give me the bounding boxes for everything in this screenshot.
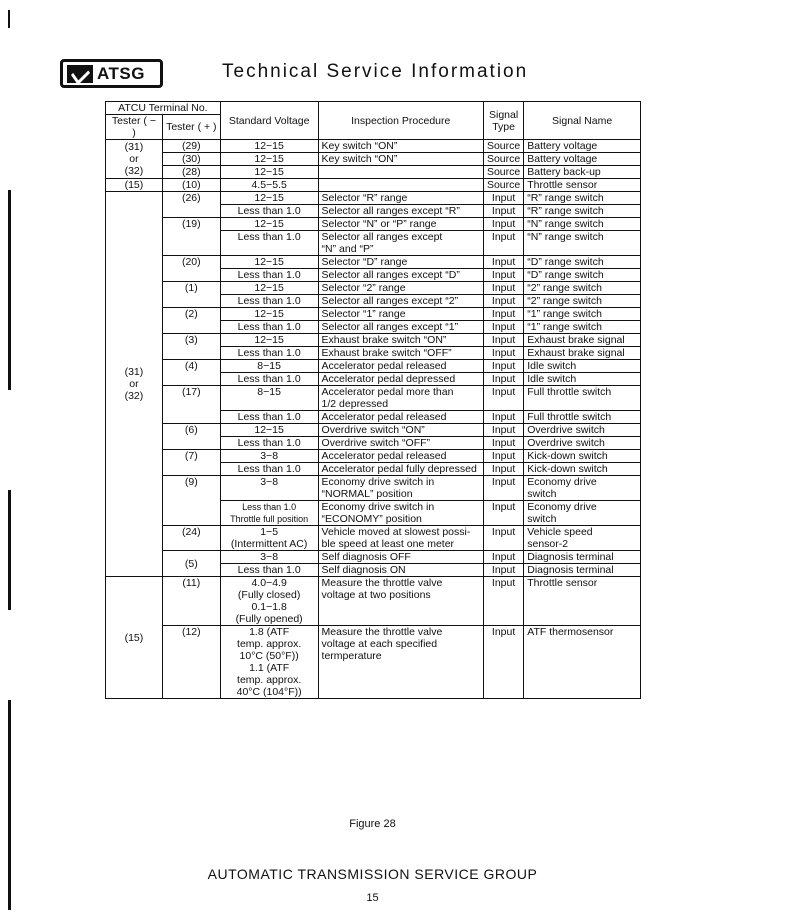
inspection-procedure-cell: Self diagnosis ON [318, 564, 483, 577]
header-tester-negative: Tester ( − ) [106, 115, 163, 140]
signal-type-cell: Input [483, 321, 523, 334]
tester-positive-cell: (9) [162, 476, 220, 526]
logo-text: ATSG [97, 63, 145, 83]
standard-voltage-cell: 12−15 [220, 140, 318, 153]
signal-name-cell: “N” range switch [524, 231, 641, 256]
signal-type-cell: Input [483, 218, 523, 231]
signal-name-cell: Economy drive switch [524, 501, 641, 526]
signal-name-cell: Diagnosis terminal [524, 564, 641, 577]
signal-name-cell: “N” range switch [524, 218, 641, 231]
standard-voltage-cell: 1.8 (ATF temp. approx. 10°C (50°F)) 1.1 (ATF temp. approx. 40°C (104°F)) [220, 626, 318, 699]
table-row [106, 626, 641, 699]
table-row [106, 166, 641, 179]
tester-positive-cell: (6) [162, 424, 220, 450]
tester-negative-cell: (31) or (32) [106, 192, 163, 577]
signal-name-cell: Kick-down switch [524, 450, 641, 463]
tester-positive-cell: (5) [162, 551, 220, 577]
inspection-procedure-cell: Measure the throttle valve voltage at each specified termperature [318, 626, 483, 699]
signal-name-cell: Battery voltage [524, 153, 641, 166]
signal-type-cell: Input [483, 192, 523, 205]
signal-name-cell: “1” range switch [524, 321, 641, 334]
signal-type-cell: Input [483, 269, 523, 282]
signal-name-cell: Idle switch [524, 373, 641, 386]
header-inspection-procedure: Inspection Procedure [318, 102, 483, 140]
tester-positive-cell: (7) [162, 450, 220, 476]
signal-name-cell: “R” range switch [524, 192, 641, 205]
inspection-procedure-cell: Selector all ranges except “D” [318, 269, 483, 282]
signal-name-cell: Full throttle switch [524, 386, 641, 411]
standard-voltage-cell: 12−15 [220, 308, 318, 321]
tester-positive-cell: (29) [162, 140, 220, 153]
standard-voltage-cell: Less than 1.0 [220, 373, 318, 386]
header-atcu-terminal: ATCU Terminal No. [106, 102, 221, 115]
signal-name-cell: Economy drive switch [524, 476, 641, 501]
header-tester-positive: Tester ( + ) [162, 115, 220, 140]
table-row [106, 386, 641, 411]
standard-voltage-cell: Less than 1.0 [220, 347, 318, 360]
page-edge-mark [8, 190, 11, 390]
signal-type-cell: Input [483, 411, 523, 424]
standard-voltage-cell: 4.0−4.9 (Fully closed) 0.1−1.8 (Fully opened) [220, 577, 318, 626]
inspection-procedure-cell [318, 179, 483, 192]
standard-voltage-cell: 1−5 (Intermittent AC) [220, 526, 318, 551]
inspection-procedure-cell: Key switch “ON” [318, 140, 483, 153]
tester-positive-cell: (17) [162, 386, 220, 424]
signal-type-cell: Input [483, 205, 523, 218]
signal-type-cell: Input [483, 437, 523, 450]
table-row [106, 282, 641, 295]
inspection-procedure-cell: Economy drive switch in “ECONOMY” position [318, 501, 483, 526]
signal-name-cell: Vehicle speed sensor-2 [524, 526, 641, 551]
standard-voltage-cell: Less than 1.0 [220, 437, 318, 450]
header-signal-type: Signal Type [483, 102, 523, 140]
signal-type-cell: Source [483, 140, 523, 153]
inspection-procedure-cell: Selector all ranges except “R” [318, 205, 483, 218]
inspection-procedure-cell: Key switch “ON” [318, 153, 483, 166]
signal-type-cell: Source [483, 166, 523, 179]
table-row [106, 153, 641, 166]
standard-voltage-cell: Less than 1.0 [220, 321, 318, 334]
inspection-procedure-cell: Exhaust brake switch “OFF” [318, 347, 483, 360]
standard-voltage-cell: Less than 1.0 [220, 463, 318, 476]
signal-name-cell: Idle switch [524, 360, 641, 373]
standard-voltage-cell: 12−15 [220, 424, 318, 437]
table-row [106, 360, 641, 373]
table-row [106, 526, 641, 551]
standard-voltage-cell: 4.5−5.5 [220, 179, 318, 192]
table-row [106, 476, 641, 501]
signal-type-cell: Input [483, 424, 523, 437]
standard-voltage-cell: Less than 1.0 [220, 564, 318, 577]
signal-type-cell: Input [483, 551, 523, 564]
signal-type-cell: Input [483, 386, 523, 411]
standard-voltage-cell: Less than 1.0 [220, 295, 318, 308]
signal-type-cell: Input [483, 231, 523, 256]
inspection-procedure-cell: Selector “N” or “P” range [318, 218, 483, 231]
standard-voltage-cell: 12−15 [220, 153, 318, 166]
signal-type-cell: Input [483, 501, 523, 526]
table-row [106, 450, 641, 463]
signal-name-cell: “2” range switch [524, 282, 641, 295]
inspection-procedure-cell: Selector “D” range [318, 256, 483, 269]
signal-type-cell: Input [483, 347, 523, 360]
standard-voltage-cell: Less than 1.0 Throttle full position [220, 501, 318, 526]
signal-name-cell: Full throttle switch [524, 411, 641, 424]
table-row [106, 192, 641, 205]
signal-name-cell: Battery back-up [524, 166, 641, 179]
signal-type-cell: Input [483, 256, 523, 269]
page-edge-mark [8, 10, 10, 28]
standard-voltage-cell: 12−15 [220, 334, 318, 347]
signal-name-cell: Exhaust brake signal [524, 334, 641, 347]
standard-voltage-cell: 3−8 [220, 476, 318, 501]
signal-name-cell: “D” range switch [524, 256, 641, 269]
tester-positive-cell: (26) [162, 192, 220, 218]
table-row [106, 256, 641, 269]
signal-name-cell: Overdrive switch [524, 437, 641, 450]
signal-type-cell: Input [483, 526, 523, 551]
signal-type-cell: Input [483, 564, 523, 577]
signal-type-cell: Input [483, 450, 523, 463]
inspection-procedure-cell: Selector all ranges except “N” and “P” [318, 231, 483, 256]
signal-name-cell: Overdrive switch [524, 424, 641, 437]
inspection-procedure-cell: Exhaust brake switch “ON” [318, 334, 483, 347]
inspection-procedure-cell: Selector “1” range [318, 308, 483, 321]
signal-name-cell: “R” range switch [524, 205, 641, 218]
signal-name-cell: “D” range switch [524, 269, 641, 282]
header-standard-voltage: Standard Voltage [220, 102, 318, 140]
standard-voltage-cell: 12−15 [220, 256, 318, 269]
signal-type-cell: Source [483, 179, 523, 192]
standard-voltage-cell: 8−15 [220, 360, 318, 373]
table-row [106, 140, 641, 153]
standard-voltage-cell: 12−15 [220, 282, 318, 295]
page-title: Technical Service Information [222, 61, 529, 82]
tester-positive-cell: (12) [162, 626, 220, 699]
signal-name-cell: Battery voltage [524, 140, 641, 153]
table-row [106, 179, 641, 192]
tester-negative-cell: (15) [106, 577, 163, 699]
tester-positive-cell: (10) [162, 179, 220, 192]
page-edge-mark [8, 490, 11, 610]
standard-voltage-cell: Less than 1.0 [220, 269, 318, 282]
table-row [106, 424, 641, 437]
signal-type-cell: Input [483, 463, 523, 476]
signal-name-cell: Exhaust brake signal [524, 347, 641, 360]
signal-type-cell: Input [483, 308, 523, 321]
inspection-procedure-cell: Accelerator pedal fully depressed [318, 463, 483, 476]
standard-voltage-cell: 12−15 [220, 218, 318, 231]
inspection-procedure-cell: Selector all ranges except “2” [318, 295, 483, 308]
tester-positive-cell: (1) [162, 282, 220, 308]
inspection-procedure-cell [318, 166, 483, 179]
inspection-procedure-cell: Accelerator pedal more than 1/2 depressed [318, 386, 483, 411]
tester-negative-cell: (15) [106, 179, 163, 192]
standard-voltage-cell: 3−8 [220, 450, 318, 463]
standard-voltage-cell: 12−15 [220, 166, 318, 179]
table-header-row [106, 102, 641, 115]
tester-positive-cell: (11) [162, 577, 220, 626]
footer-text: AUTOMATIC TRANSMISSION SERVICE GROUP [207, 866, 538, 882]
header-signal-name: Signal Name [524, 102, 641, 140]
standard-voltage-cell: Less than 1.0 [220, 411, 318, 424]
tester-positive-cell: (30) [162, 153, 220, 166]
signal-type-cell: Input [483, 626, 523, 699]
inspection-procedure-cell: Accelerator pedal depressed [318, 373, 483, 386]
signal-name-cell: “1” range switch [524, 308, 641, 321]
standard-voltage-cell: Less than 1.0 [220, 205, 318, 218]
standard-voltage-cell: 8−15 [220, 386, 318, 411]
signal-name-cell: “2” range switch [524, 295, 641, 308]
table-row [106, 218, 641, 231]
table-row [106, 577, 641, 626]
signal-type-cell: Input [483, 334, 523, 347]
tester-positive-cell: (2) [162, 308, 220, 334]
inspection-procedure-cell: Accelerator pedal released [318, 411, 483, 424]
tester-positive-cell: (3) [162, 334, 220, 360]
inspection-procedure-cell: Selector “R” range [318, 192, 483, 205]
inspection-procedure-cell: Accelerator pedal released [318, 450, 483, 463]
standard-voltage-cell: 3−8 [220, 551, 318, 564]
atsg-logo [60, 59, 163, 88]
inspection-procedure-cell: Accelerator pedal released [318, 360, 483, 373]
table-row [106, 308, 641, 321]
tester-positive-cell: (28) [162, 166, 220, 179]
table-row [106, 551, 641, 564]
inspection-procedure-cell: Selector “2” range [318, 282, 483, 295]
atcu-terminal-table [105, 101, 641, 699]
inspection-procedure-cell: Measure the throttle valve voltage at two positions [318, 577, 483, 626]
inspection-procedure-cell: Overdrive switch “ON” [318, 424, 483, 437]
checkmark-icon [67, 65, 93, 83]
inspection-procedure-cell: Selector all ranges except “1” [318, 321, 483, 334]
inspection-procedure-cell: Self diagnosis OFF [318, 551, 483, 564]
standard-voltage-cell: 12−15 [220, 192, 318, 205]
tester-positive-cell: (4) [162, 360, 220, 386]
signal-type-cell: Input [483, 295, 523, 308]
inspection-procedure-cell: Economy drive switch in “NORMAL” position [318, 476, 483, 501]
standard-voltage-cell: Less than 1.0 [220, 231, 318, 256]
signal-name-cell: Kick-down switch [524, 463, 641, 476]
signal-name-cell: ATF thermosensor [524, 626, 641, 699]
signal-name-cell: Throttle sensor [524, 577, 641, 626]
signal-name-cell: Diagnosis terminal [524, 551, 641, 564]
table-row [106, 334, 641, 347]
tester-negative-cell: (31) or (32) [106, 140, 163, 179]
signal-type-cell: Input [483, 373, 523, 386]
tester-positive-cell: (19) [162, 218, 220, 256]
signal-type-cell: Input [483, 476, 523, 501]
tester-positive-cell: (20) [162, 256, 220, 282]
tester-positive-cell: (24) [162, 526, 220, 551]
inspection-procedure-cell: Overdrive switch “OFF” [318, 437, 483, 450]
signal-type-cell: Input [483, 282, 523, 295]
signal-type-cell: Input [483, 360, 523, 373]
figure-caption: Figure 28 [349, 818, 396, 830]
inspection-procedure-cell: Vehicle moved at slowest possi- ble speed at least one meter [318, 526, 483, 551]
signal-name-cell: Throttle sensor [524, 179, 641, 192]
page-number: 15 [366, 892, 379, 904]
signal-type-cell: Input [483, 577, 523, 626]
signal-type-cell: Source [483, 153, 523, 166]
